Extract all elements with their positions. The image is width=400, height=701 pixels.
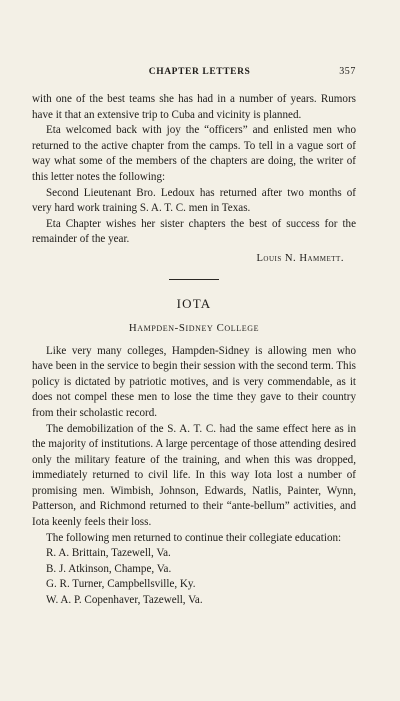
- running-title: CHAPTER LETTERS: [148, 67, 251, 77]
- list-item: G. R. Turner, Campbellsville, Ky.: [46, 578, 196, 591]
- letter-signature: Louis N. Hammett.: [256, 252, 344, 264]
- paragraph: with one of the best teams she has had in a number of years. Rumors have it that an extensive trip to Cuba and vicinity is planned.: [32, 93, 356, 121]
- iota-chapter-letter: [32, 296, 356, 609]
- paragraph: Eta Chapter wishes her sister chapters the best of success for the remainder of the year.: [32, 217, 356, 246]
- section-divider: [169, 279, 219, 280]
- list-item: W. A. P. Copenhaver, Tazewell, Va.: [46, 594, 203, 607]
- chapter-heading: IOTA: [176, 295, 212, 311]
- list-item: R. A. Brittain, Tazewell, Va.: [46, 547, 171, 560]
- eta-chapter-letter: [32, 92, 356, 267]
- paragraph: The following men returned to continue their collegiate education:: [46, 531, 342, 544]
- page-number: 357: [339, 66, 356, 77]
- college-name: Hampden-Sidney College: [128, 321, 260, 334]
- paragraph: Like very many colleges, Hampden-Sidney is allowing men who have been in the service to begin their session with the second term. This policy is dictated by patriotic motives, and is very commendable, as it does not compel these men to lose the time they gave to their country from their scholastic record.: [32, 344, 356, 419]
- paragraph: Second Lieutenant Bro. Ledoux has returned after two months of very hard work training S. A. T. C. men in Texas.: [32, 186, 356, 215]
- list-item: B. J. Atkinson, Champe, Va.: [46, 562, 172, 575]
- paragraph: The demobilization of the S. A. T. C. had the same effect here as in the majority of institutions. A large percentage of those attending desired only the military feature of the training, and when this was dropped, immediately returned to civil life. In this way Iota lost a number of promising men. Wimbish, Johnson, Edwards, Natlis, Painter, Wynn, Patterson, and Richmond returned to their “ante-bellum” activities, and Iota keenly feels their loss.: [32, 422, 356, 529]
- running-head: [32, 66, 356, 77]
- paragraph: Eta welcomed back with joy the “officers” and enlisted men who returned to the active chapter from the camps. To tell in a vague sort of way what some of the members of the chapters are doing, the writer of this letter notes the following:: [32, 124, 356, 183]
- returned-members-list: [32, 546, 356, 608]
